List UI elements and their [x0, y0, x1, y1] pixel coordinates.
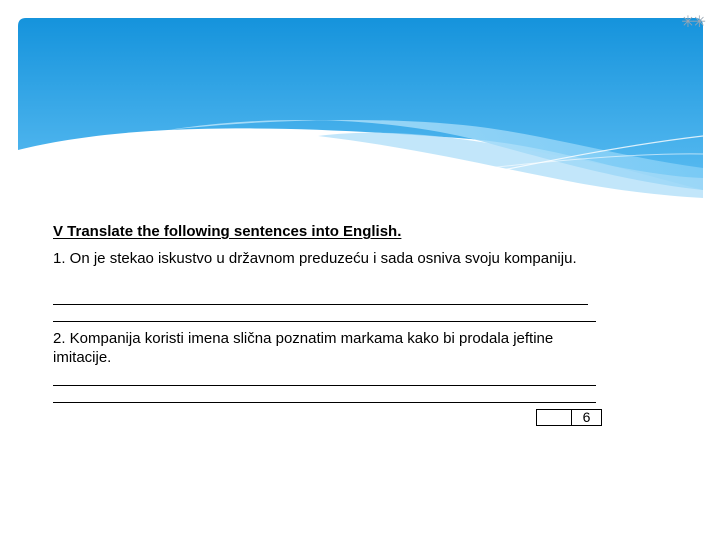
answer-line [53, 304, 588, 305]
score-points: 6 [582, 409, 591, 425]
score-empty-cell [537, 410, 572, 425]
question-2: 2. Kompanija koristi imena slična poznatim markama kako bi prodala jeftine imitacije. [53, 330, 554, 366]
answer-line [53, 385, 596, 386]
answer-line [53, 402, 596, 403]
wave-banner [18, 18, 703, 208]
corner-mark: ✳✳ [681, 14, 704, 31]
question-1: 1. On je stekao iskustvo u državnom preduzeću i sada osniva svoju kompaniju. [53, 250, 577, 267]
answer-line [53, 321, 596, 322]
exercise-heading: V Translate the following sentences into English. [53, 223, 402, 240]
score-box [536, 409, 602, 426]
